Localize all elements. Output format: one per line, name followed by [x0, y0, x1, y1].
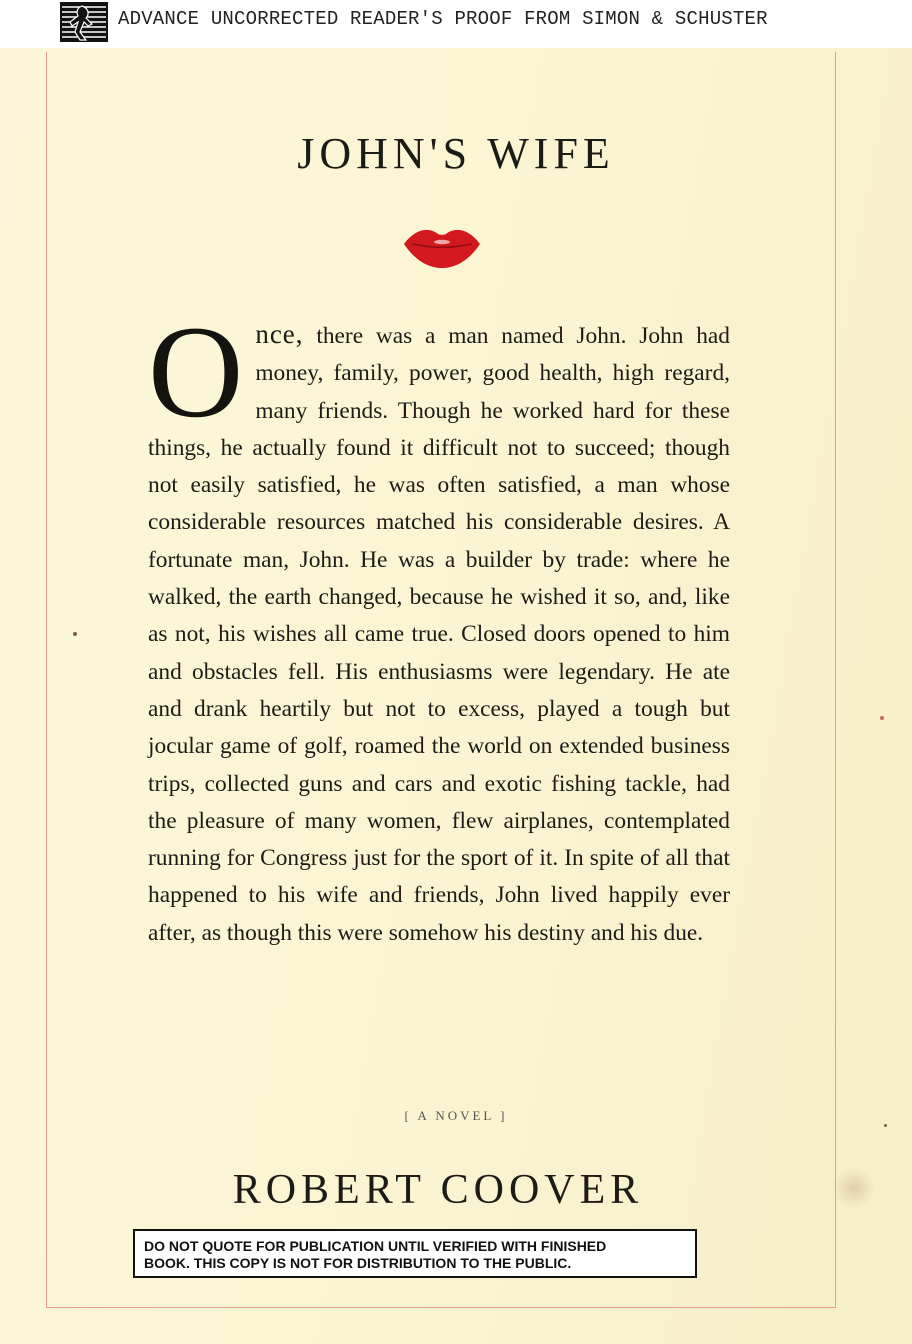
paper-stain	[832, 1168, 876, 1208]
disclaimer-line-1: DO NOT QUOTE FOR PUBLICATION UNTIL VERIFIED WITH FINISHED	[144, 1238, 607, 1254]
author-name: ROBERT COOVER	[232, 1167, 644, 1213]
paper-speck	[884, 1124, 887, 1127]
sower-logo-icon	[60, 2, 108, 42]
synopsis-text: there was a man named John. John had money, family, power, good health, high regard, many friends. Though he worked hard for these things, he actually found it difficult not to succeed; though not easily satisfied, he was often satisfied, a man whose considerable resources matched his considerable desires. A fortunate man, John. He was a builder by trade: where he walked, the earth changed, because he wished it so, and, like as not, his wishes all came true. Closed doors opened to him and obstacles fell. His enthusiasms were legendary. He ate and drank heartily but not to excess, played a tough but jocular game of golf, roamed the world on extended business trips, collected guns and cars and exotic fishing tackle, had the pleasure of many women, flew airplanes, contemplated running for Congress just for the sport of it. In spite of all that happened to his wife and friends, John lived happily ever after, as though this were somehow his destiny and his due.	[148, 323, 730, 946]
paper-speck	[880, 716, 884, 720]
red-lips-icon	[402, 224, 482, 273]
book-title: JOHN'S WIFE	[297, 129, 615, 178]
disclaimer-line-2: BOOK. THIS COPY IS NOT FOR DISTRIBUTION TO THE PUBLIC.	[144, 1255, 572, 1271]
first-word-rest: nce,	[255, 319, 304, 349]
paper-speck	[73, 632, 77, 636]
distribution-disclaimer	[133, 1229, 697, 1278]
proof-notice: ADVANCE UNCORRECTED READER'S PROOF FROM SIMON & SCHUSTER	[118, 8, 768, 30]
drop-cap: O	[148, 298, 244, 445]
synopsis-paragraph	[148, 298, 730, 952]
proof-banner	[0, 0, 912, 48]
novel-label: [ A NOVEL ]	[404, 1108, 508, 1123]
